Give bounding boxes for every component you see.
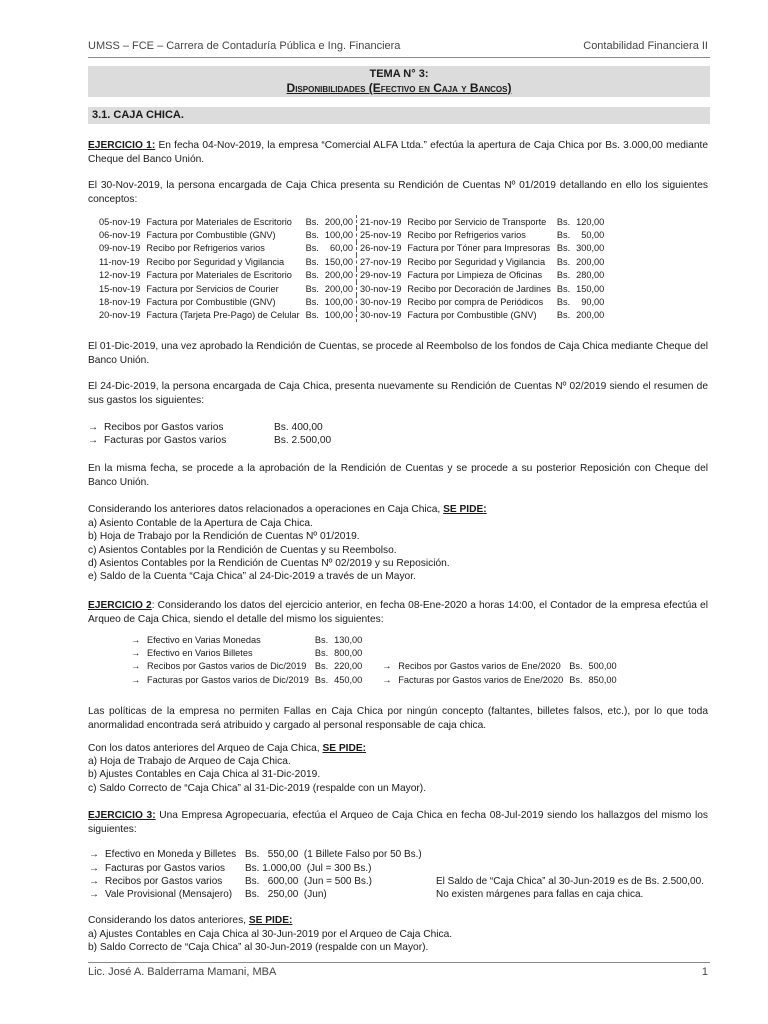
- ej1-p2: El 30-Nov-2019, la persona encargada de Caja Chica presenta su Rendición de Cuentas Nº 01/2019 detallando en ello los siguientes conceptos:: [88, 180, 708, 205]
- ej3-se-pide: SE PIDE: [248, 915, 290, 926]
- arrow-icon: →: [89, 849, 99, 861]
- expense-row: [96, 242, 607, 255]
- expense-amount: 200,00: [322, 282, 357, 295]
- arqueo-spacer: [365, 633, 379, 646]
- hallazgo-note: [433, 848, 707, 861]
- expense-amount: 50,00: [581, 230, 605, 241]
- expense-concept: Factura por Materiales de Escritorio: [146, 216, 292, 227]
- expense-currency: Bs.: [556, 230, 571, 241]
- hallazgo-row: [86, 888, 707, 901]
- expense-row: [96, 255, 607, 268]
- ej2-se-pide: SE PIDE: [322, 743, 363, 754]
- arrow-icon: →: [89, 889, 99, 901]
- expense-date: 30-nov-19: [359, 310, 402, 321]
- ej1-p4: El 24-Dic-2019, la persona encargada de Caja Chica, presenta nuevamente su Rendición de Cuentas Nº 02/2019 siendo el resumen de sus gastos los siguientes:: [88, 381, 708, 406]
- expense-concept: Factura por Combustible (GNV): [146, 297, 276, 308]
- ej2-p3-text: Con los datos anteriores del Arqueo de Caja Chica,: [88, 743, 323, 754]
- task-item: b) Hoja de Trabajo por la Rendición de Cuentas Nº 01/2019.: [88, 531, 360, 543]
- expense-amount: 200,00: [322, 269, 357, 282]
- ej2-task-list: [88, 755, 426, 795]
- page-number: 1: [701, 966, 708, 978]
- hallazgo-row: [86, 875, 707, 888]
- arqueo-currency: Bs.: [314, 674, 329, 685]
- expense-currency: Bs.: [305, 270, 319, 281]
- arqueo-amount: 800,00: [334, 648, 363, 659]
- expense-amount: 280,00: [576, 270, 605, 281]
- expense-date: 09-nov-19: [99, 243, 141, 254]
- arrow-icon: →: [131, 674, 141, 685]
- ej1-text: En fecha 04-Nov-2019, la empresa “Comercial ALFA Ltda.” efectúa la apertura de Caja Chica por Bs. 3.000,00 mediante Cheque del Banco Unión.: [88, 140, 708, 165]
- arqueo-label: → Efectivo en Varios Billetes: [131, 648, 253, 659]
- arqueo-currency: Bs.: [314, 648, 329, 659]
- arqueo-label-2: [379, 633, 566, 646]
- expense-currency: Bs.: [556, 256, 571, 267]
- expense-amount: 100,00: [322, 295, 357, 308]
- expense-amount: 200,00: [322, 215, 357, 228]
- arqueo-amount: 450,00: [334, 674, 363, 685]
- arqueo-label: → Recibos por Gastos varios de Dic/2019: [131, 661, 307, 672]
- hallazgo-row: [86, 861, 707, 874]
- expense-date: 18-nov-19: [99, 297, 141, 308]
- expenses-table: [96, 215, 607, 322]
- arqueo-label: → Facturas por Gastos varios de Dic/2019: [131, 674, 309, 685]
- arqueo-amount: 130,00: [334, 634, 363, 645]
- arqueo-currency-2: Bs.: [569, 661, 583, 672]
- expense-amount: 150,00: [322, 255, 357, 268]
- title-box: [88, 66, 710, 97]
- header-rule: [88, 57, 710, 58]
- arqueo-currency-2: [566, 646, 585, 659]
- expense-currency: Bs.: [305, 297, 319, 308]
- arqueo-amount-2: 500,00: [588, 661, 617, 672]
- arqueo-spacer: [365, 660, 379, 673]
- arqueo-amount-2: 850,00: [588, 674, 617, 685]
- header-right: Contabilidad Financiera II: [583, 40, 708, 52]
- expense-row: [96, 309, 607, 322]
- summary-value: Bs. 400,00: [274, 422, 323, 433]
- task-item: b) Saldo Correcto de “Caja Chica” al 30-Jun-2019 (respalde con un Mayor).: [88, 942, 429, 954]
- summary-item: [88, 421, 331, 434]
- footer-rule: [88, 962, 710, 963]
- expense-concept: Recibo por Seguridad y Vigilancia: [407, 256, 546, 267]
- expense-currency: Bs.: [556, 270, 571, 281]
- arqueo-label-2: → Recibos por Gastos varios de Ene/2020: [382, 661, 561, 672]
- task-item: e) Saldo de la Cuenta “Caja Chica” al 24-Dic-2019 a través de un Mayor.: [88, 571, 416, 583]
- expense-currency: Bs.: [556, 216, 571, 227]
- arqueo-spacer: [365, 646, 379, 659]
- expense-concept: Recibo por Decoración de Jardines: [407, 283, 551, 294]
- ej2-intro: [88, 599, 708, 626]
- arqueo-row: [128, 633, 620, 646]
- arqueo-label-2: → Facturas por Gastos varios de Ene/2020: [382, 674, 564, 685]
- hallazgo-row: [86, 848, 707, 861]
- expense-currency: Bs.: [305, 216, 319, 227]
- arrow-icon: →: [131, 634, 141, 645]
- expense-amount: 200,00: [576, 310, 605, 321]
- expense-amount: 150,00: [576, 283, 605, 294]
- expense-row: [96, 282, 607, 295]
- expense-concept: Recibo por Refrigerios varios: [146, 243, 265, 254]
- ej3-task-list: [88, 928, 452, 955]
- hallazgo-value: Bs. 550,00 (1 Billete Falso por 50 Bs.): [245, 849, 422, 861]
- expense-amount: 100,00: [322, 228, 357, 241]
- hallazgo-label: → Facturas por Gastos varios: [89, 862, 226, 874]
- ej3-arqueo-table: [86, 848, 707, 902]
- hallazgo-value: Bs. 250,00 (Jun): [245, 889, 327, 901]
- expense-date: 25-nov-19: [359, 230, 402, 241]
- expense-currency: Bs.: [305, 243, 319, 254]
- task-item: a) Hoja de Trabajo de Arqueo de Caja Chica.: [88, 756, 291, 767]
- hallazgo-value: Bs. 600,00 (Jun = 500 Bs.): [245, 875, 373, 887]
- task-item: a) Ajustes Contables en Caja Chica al 30-Jun-2019 por el Arqueo de Caja Chica.: [88, 929, 453, 940]
- ej2-arqueo-table: [128, 633, 620, 687]
- arrow-icon: →: [382, 674, 392, 685]
- expense-amount: 60,00: [322, 242, 357, 255]
- ej1-p5: En la misma fecha, se procede a la aprobación de la Rendición de Cuentas y se procede a su posterior Reposición con Cheque del Banco Unión.: [88, 463, 708, 488]
- ej3-intro: [88, 809, 708, 836]
- expense-currency: Bs.: [305, 310, 319, 321]
- expense-date: 21-nov-19: [359, 216, 402, 227]
- expense-row: [96, 269, 607, 282]
- title-line2: Disponibilidades (Efectivo en Caja y Bancos): [286, 81, 512, 95]
- summary-label: Facturas por Gastos varios: [104, 435, 227, 447]
- footer-author: Lic. José A. Balderrama Mamani, MBA: [88, 966, 277, 978]
- arrow-icon: →: [88, 435, 99, 447]
- expense-date: 05-nov-19: [99, 216, 141, 227]
- ej1-p6-text: Considerando los anteriores datos relacionados a operaciones en Caja Chica,: [88, 504, 444, 515]
- ej2-p2: Las políticas de la empresa no permiten Fallas en Caja Chica por ningún concepto (faltantes, billetes falsos, etc.), por lo que toda anormalidad encontrada será atribuido y cargado al personal responsable de caja chica.: [88, 706, 708, 731]
- summary-label: Recibos por Gastos varios: [104, 422, 224, 433]
- expense-concept: Recibo por Refrigerios varios: [407, 230, 526, 241]
- arqueo-currency-2: [566, 633, 585, 646]
- expense-row: [96, 295, 607, 308]
- expense-date: 30-nov-19: [359, 283, 402, 294]
- ej3-p2-text: Considerando los datos anteriores,: [88, 915, 249, 926]
- arqueo-row: [128, 660, 620, 673]
- expense-currency: Bs.: [305, 283, 319, 294]
- task-item: c) Asientos Contables por la Rendición de Cuentas y su Reembolso.: [88, 544, 397, 556]
- expense-date: 12-nov-19: [99, 270, 141, 281]
- ej1-task-list: [88, 517, 450, 583]
- expense-concept: Factura por Combustible (GNV): [407, 310, 537, 321]
- ej1-p6: Considerando los anteriores datos relacionados a operaciones en Caja Chica, SE PIDE:: [88, 504, 487, 515]
- expense-currency: Bs.: [556, 297, 571, 308]
- arqueo-amount-2: [586, 646, 620, 659]
- expense-currency: Bs.: [305, 230, 319, 241]
- ej3-p2: Considerando los datos anteriores, SE PIDE:: [88, 915, 293, 926]
- summary-item: [88, 434, 331, 447]
- arqueo-amount: 220,00: [334, 661, 363, 672]
- section-heading: 3.1. CAJA CHICA.: [88, 107, 710, 124]
- hallazgo-value: Bs. 1.000,00 (Jul = 300 Bs.): [245, 862, 372, 874]
- expense-date: 20-nov-19: [99, 310, 141, 321]
- arqueo-row: [128, 673, 620, 686]
- hallazgo-note: [433, 861, 707, 874]
- ej1-p3: El 01-Dic-2019, una vez aprobado la Rendición de Cuentas, se procede al Reembolso de los fondos de Caja Chica mediante Cheque del Banco Unión.: [88, 341, 708, 366]
- arqueo-currency: Bs.: [314, 661, 329, 672]
- expense-concept: Factura por Combustible (GNV): [146, 230, 276, 241]
- expense-concept: Recibo por compra de Periódicos: [407, 297, 544, 308]
- expense-date: 27-nov-19: [359, 256, 402, 267]
- ej1-label: EJERCICIO 1:: [88, 140, 156, 151]
- ej1-se-pide: SE PIDE: [443, 504, 484, 515]
- arqueo-row: [128, 646, 620, 659]
- expense-concept: Recibo por Servicio de Transporte: [407, 216, 547, 227]
- arrow-icon: →: [131, 661, 141, 672]
- summary-list: [88, 421, 331, 448]
- ej3-text: Una Empresa Agropecuaria, efectúa el Arqueo de Caja Chica en fecha 08-Jul-2019 siendo los hallazgos del mismo los siguientes:: [88, 810, 708, 835]
- task-item: b) Ajustes Contables en Caja Chica al 31-Dic-2019.: [88, 769, 321, 781]
- arqueo-currency: Bs.: [314, 634, 329, 645]
- arqueo-currency-2: Bs.: [569, 674, 583, 685]
- summary-value: Bs. 2.500,00: [274, 435, 332, 447]
- expense-date: 29-nov-19: [359, 270, 402, 281]
- expense-currency: Bs.: [556, 243, 571, 254]
- hallazgo-label: → Recibos por Gastos varios: [89, 875, 223, 887]
- hallazgo-note: El Saldo de “Caja Chica” al 30-Jun-2019 es de Bs. 2.500,00.: [436, 875, 704, 887]
- ej3-label: EJERCICIO 3:: [88, 810, 156, 821]
- expense-concept: Factura por Limpieza de Oficinas: [407, 270, 543, 281]
- expense-date: 15-nov-19: [99, 283, 141, 294]
- expense-concept: Factura por Servicios de Courier: [146, 283, 279, 294]
- ej1-intro: [88, 139, 708, 166]
- arqueo-label: → Efectivo en Varias Monedas: [131, 634, 261, 645]
- expense-date: 06-nov-19: [99, 230, 141, 241]
- expense-concept: Factura (Tarjeta Pre-Pago) de Celular: [146, 310, 300, 321]
- title-line1: TEMA N° 3:: [369, 68, 429, 80]
- expense-concept: Factura por Materiales de Escritorio: [146, 270, 292, 281]
- arrow-icon: →: [131, 648, 141, 659]
- expense-currency: Bs.: [556, 283, 571, 294]
- expense-amount: 100,00: [322, 309, 357, 322]
- task-item: d) Asientos Contables por la Rendición de Cuentas Nº 02/2019 y su Reposición.: [88, 557, 450, 569]
- ej2-label: EJERCICIO 2: [88, 600, 152, 611]
- expense-amount: 300,00: [576, 243, 605, 254]
- expense-date: 30-nov-19: [359, 297, 402, 308]
- task-item: c) Saldo Correcto de “Caja Chica” al 31-Dic-2019 (respalde con un Mayor).: [88, 782, 427, 794]
- hallazgo-note: No existen márgenes para fallas en caja chica.: [436, 889, 644, 901]
- expense-currency: Bs.: [556, 310, 571, 321]
- arrow-icon: →: [89, 862, 99, 874]
- hallazgo-label: → Vale Provisional (Mensajero): [89, 889, 233, 901]
- expense-concept: Recibo por Seguridad y Vigilancia: [146, 256, 285, 267]
- ej2-text: : Considerando los datos del ejercicio anterior, en fecha 08-Ene-2020 a horas 14:00, el Contador de la empresa efectúa el Arqueo de Caja Chica, siendo el detalle del mismo los siguientes:: [88, 600, 708, 625]
- page-header: [88, 40, 708, 52]
- arqueo-amount-2: [586, 633, 620, 646]
- expense-date: 26-nov-19: [359, 243, 402, 254]
- page-footer: [88, 966, 708, 978]
- expense-row: [96, 228, 607, 241]
- task-item: a) Asiento Contable de la Apertura de Caja Chica.: [88, 518, 313, 529]
- expense-concept: Factura por Tóner para Impresoras: [407, 243, 551, 254]
- expense-amount: 200,00: [576, 256, 605, 267]
- arqueo-spacer: [365, 673, 379, 686]
- arrow-icon: →: [89, 875, 99, 887]
- header-left: UMSS – FCE – Carrera de Contaduría Pública e Ing. Financiera: [88, 40, 401, 52]
- expense-currency: Bs.: [305, 256, 319, 267]
- arrow-icon: →: [382, 661, 392, 672]
- expense-amount: 120,00: [576, 216, 605, 227]
- hallazgo-label: → Efectivo en Moneda y Billetes: [89, 849, 237, 861]
- expense-amount: 90,00: [581, 297, 605, 308]
- arrow-icon: →: [88, 422, 99, 433]
- expense-date: 11-nov-19: [99, 256, 140, 267]
- ej2-p3: Con los datos anteriores del Arqueo de Caja Chica, SE PIDE:: [88, 743, 367, 754]
- arqueo-label-2: [379, 646, 566, 659]
- expense-row: [96, 215, 607, 228]
